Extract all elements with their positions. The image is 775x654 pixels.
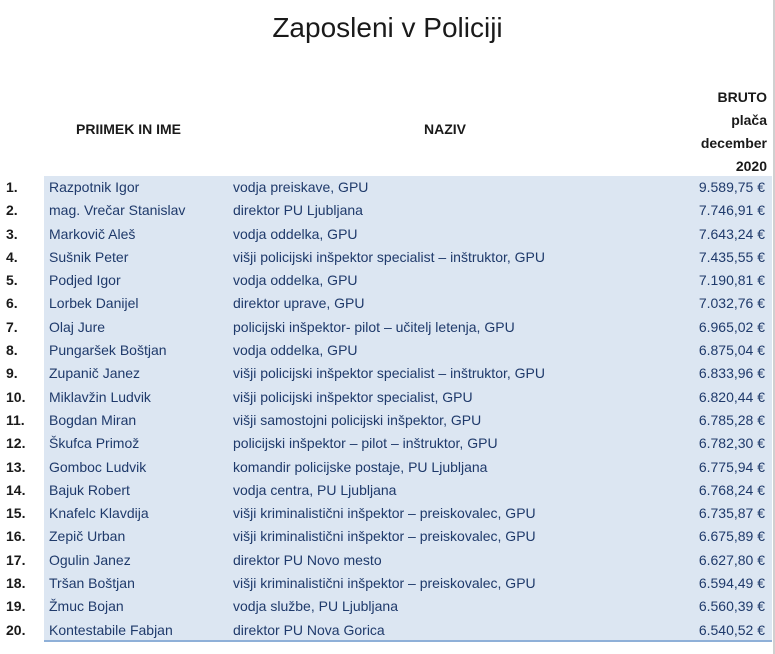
row-band — [44, 549, 772, 572]
employee-title: direktor PU Ljubljana — [233, 202, 363, 219]
employee-name: mag. Vrečar Stanislav — [49, 202, 186, 219]
employee-title: komandir policijske postaje, PU Ljubljana — [233, 458, 488, 475]
row-number: 9. — [6, 365, 18, 382]
employee-name: Lorbek Danijel — [49, 295, 139, 312]
employee-name: Zupanič Janez — [49, 365, 141, 382]
employee-salary: 6.833,96 € — [698, 365, 765, 382]
employee-name: Ogulin Janez — [49, 551, 131, 568]
employee-title: policijski inšpektor- pilot – učitelj letenja, GPU — [233, 318, 515, 335]
row-number: 12. — [6, 435, 26, 452]
row-number: 17. — [6, 551, 26, 568]
table-row — [0, 316, 775, 339]
employee-salary: 6.965,02 € — [698, 318, 765, 335]
table-row — [0, 549, 775, 572]
table-bottom-border — [44, 640, 772, 642]
row-number: 18. — [6, 575, 26, 592]
table-row — [0, 409, 775, 432]
row-number: 2. — [6, 202, 18, 219]
row-number: 6. — [6, 295, 18, 312]
table-row — [0, 432, 775, 455]
table-row — [0, 223, 775, 246]
row-number: 10. — [6, 388, 26, 405]
employee-title: višji kriminalistični inšpektor – preiskovalec, GPU — [233, 528, 536, 545]
employee-name: Bajuk Robert — [49, 481, 130, 498]
employee-salary: 6.735,87 € — [698, 505, 765, 522]
bruto-line-3: december — [700, 135, 767, 151]
employee-salary: 6.560,39 € — [698, 598, 765, 615]
table-row — [0, 339, 775, 362]
employee-title: vodja oddelka, GPU — [233, 342, 358, 359]
table-row — [0, 246, 775, 269]
row-number: 3. — [6, 225, 18, 242]
employee-title: višji kriminalistični inšpektor – preiskovalec, GPU — [233, 575, 536, 592]
employee-salary: 7.746,91 € — [698, 202, 765, 219]
row-band — [44, 595, 772, 618]
employee-name: Pungaršek Boštjan — [49, 342, 167, 359]
employee-salary: 6.627,80 € — [698, 551, 765, 568]
table-row — [0, 479, 775, 502]
row-number: 16. — [6, 528, 26, 545]
employee-name: Gomboc Ludvik — [49, 458, 147, 475]
employee-salary: 7.435,55 € — [698, 248, 765, 265]
bruto-line-2: plača — [731, 112, 767, 128]
row-number: 15. — [6, 505, 26, 522]
employee-salary: 7.032,76 € — [698, 295, 765, 312]
table-row — [0, 362, 775, 385]
row-band — [44, 479, 772, 502]
employee-name: Miklavžin Ludvik — [49, 388, 151, 405]
column-header-bruto — [701, 86, 767, 178]
row-band — [44, 176, 772, 199]
employee-salary: 6.594,49 € — [698, 575, 765, 592]
employee-name: Žmuc Bojan — [49, 598, 124, 615]
table-row — [0, 456, 775, 479]
employee-name: Olaj Jure — [49, 318, 106, 335]
row-number: 19. — [6, 598, 26, 615]
employee-salary: 9.589,75 € — [698, 179, 765, 195]
employee-salary: 6.540,52 € — [698, 621, 765, 638]
employee-name: Razpotnik Igor — [49, 179, 140, 195]
employee-name: Markovič Aleš — [49, 225, 136, 242]
employee-salary: 6.782,30 € — [698, 435, 765, 452]
row-number: 14. — [6, 481, 26, 498]
row-number: 1. — [6, 179, 18, 195]
employee-title: višji policijski inšpektor specialist, GPU — [233, 388, 473, 405]
row-band — [44, 269, 772, 292]
table-row — [0, 525, 775, 548]
table-row — [0, 572, 775, 595]
column-header-name: PRIIMEK IN IME — [76, 121, 182, 137]
bruto-line-4: 2020 — [735, 158, 767, 174]
employee-salary: 6.875,04 € — [698, 342, 765, 359]
employee-salary: 6.820,44 € — [698, 388, 765, 405]
salary-table — [0, 176, 775, 642]
table-row — [0, 199, 775, 222]
row-number: 4. — [6, 248, 18, 265]
bruto-line-1: BRUTO — [717, 89, 767, 105]
table-row — [0, 292, 775, 315]
employee-title: vodja oddelka, GPU — [233, 272, 358, 289]
employee-title: višji samostojni policijski inšpektor, GPU — [233, 411, 482, 428]
employee-salary: 6.768,24 € — [698, 481, 765, 498]
employee-name: Škufca Primož — [49, 435, 140, 452]
employee-name: Podjed Igor — [49, 272, 121, 289]
employee-title: vodja službe, PU Ljubljana — [233, 598, 398, 615]
employee-name: Bogdan Miran — [49, 411, 137, 428]
employee-name: Kontestabile Fabjan — [49, 621, 173, 638]
row-number: 13. — [6, 458, 26, 475]
employee-title: vodja centra, PU Ljubljana — [233, 481, 397, 498]
employee-salary: 7.190,81 € — [698, 272, 765, 289]
row-number: 20. — [6, 621, 26, 638]
page-title: Zaposleni v Policiji — [272, 12, 503, 43]
row-number: 7. — [6, 318, 18, 335]
employee-name: Tršan Boštjan — [49, 575, 135, 592]
table-row — [0, 176, 775, 199]
employee-title: direktor uprave, GPU — [233, 295, 365, 312]
column-header-naziv: NAZIV — [424, 121, 466, 137]
row-number: 8. — [6, 342, 18, 359]
row-band — [44, 223, 772, 246]
employee-title: vodja oddelka, GPU — [233, 225, 358, 242]
table-row — [0, 502, 775, 525]
table-row — [0, 269, 775, 292]
employee-salary: 6.785,28 € — [698, 411, 765, 428]
employee-salary: 6.775,94 € — [698, 458, 765, 475]
row-number: 5. — [6, 272, 18, 289]
employee-salary: 7.643,24 € — [698, 225, 765, 242]
employee-title: direktor PU Nova Gorica — [233, 621, 385, 638]
employee-title: višji kriminalistični inšpektor – preiskovalec, GPU — [233, 505, 536, 522]
row-number: 11. — [6, 411, 25, 428]
table-row — [0, 386, 775, 409]
table-row — [0, 619, 775, 642]
employee-name: Zepič Urban — [49, 528, 126, 545]
row-band — [44, 292, 772, 315]
table-row — [0, 595, 775, 618]
employee-title: direktor PU Novo mesto — [233, 551, 382, 568]
employee-name: Sušnik Peter — [49, 248, 129, 265]
employee-title: vodja preiskave, GPU — [233, 179, 369, 195]
employee-title: višji policijski inšpektor specialist – inštruktor, GPU — [233, 365, 545, 382]
employee-title: višji policijski inšpektor specialist – inštruktor, GPU — [233, 248, 545, 265]
employee-salary: 6.675,89 € — [698, 528, 765, 545]
employee-title: policijski inšpektor – pilot – inštruktor, GPU — [233, 435, 498, 452]
employee-name: Knafelc Klavdija — [49, 505, 149, 522]
